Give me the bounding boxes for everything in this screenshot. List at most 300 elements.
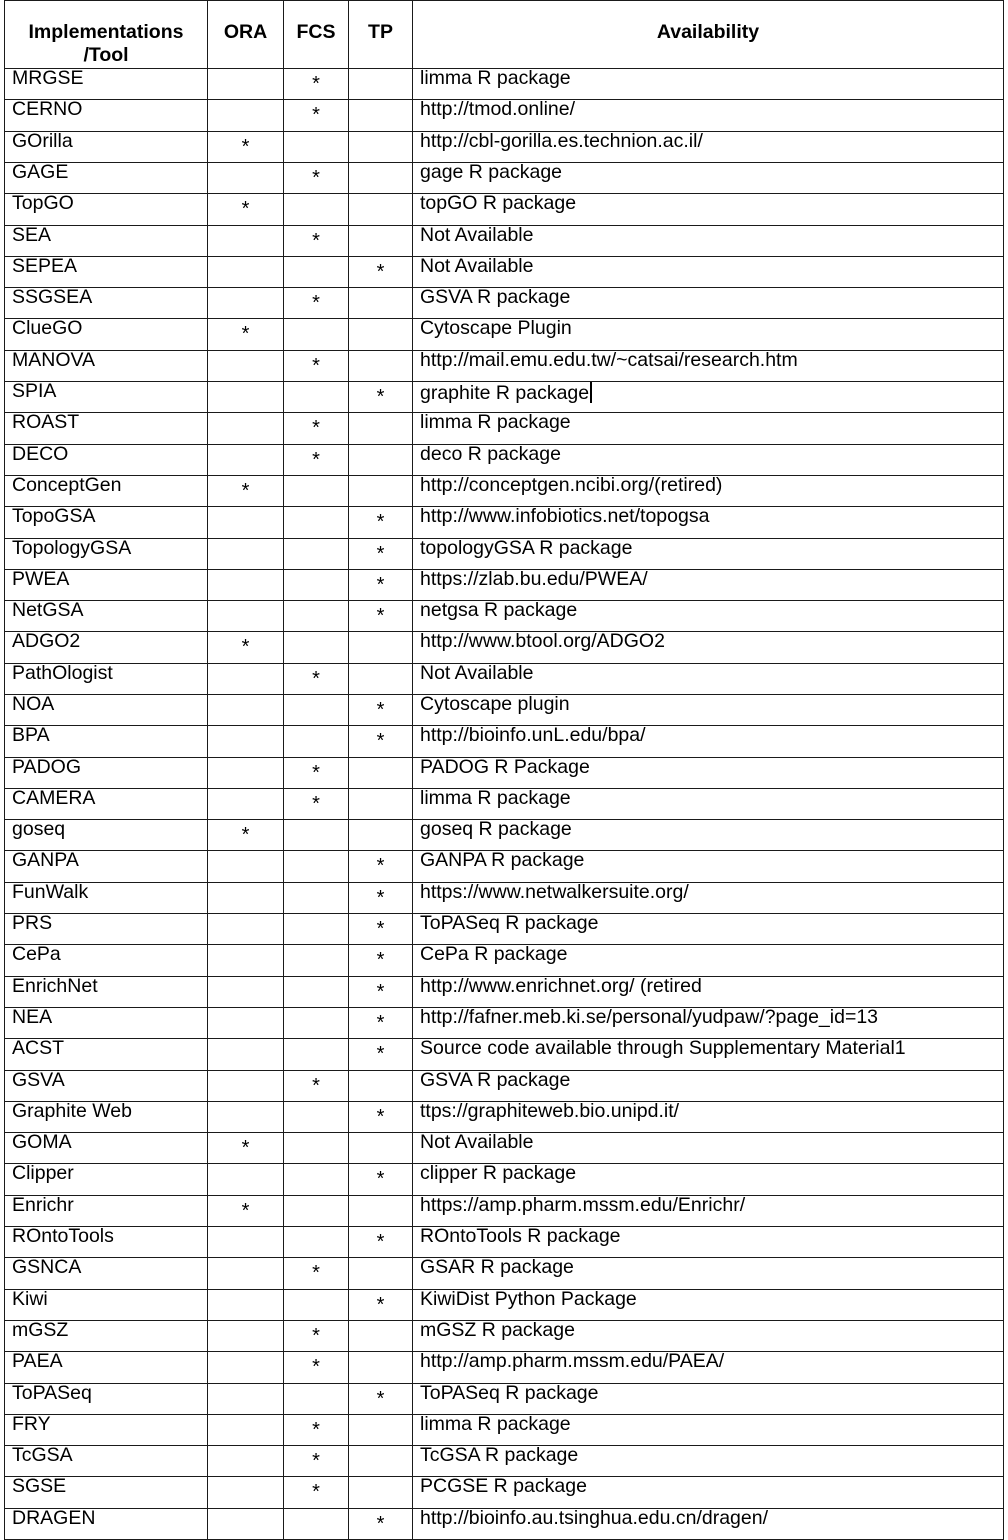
cell-fcs-mark bbox=[284, 1227, 349, 1258]
cell-tp-mark bbox=[349, 319, 413, 350]
fcs-mark-text: * bbox=[312, 104, 320, 126]
cell-fcs-mark bbox=[284, 131, 349, 162]
availability-text: PCGSE R package bbox=[420, 1475, 587, 1498]
cell-fcs-mark bbox=[284, 820, 349, 851]
tool-name-text: PWEA bbox=[12, 567, 70, 590]
cell-tp-mark bbox=[349, 1007, 413, 1038]
cell-tool-name bbox=[5, 1508, 208, 1539]
ora-mark-text: * bbox=[241, 198, 250, 220]
cell-tp-mark bbox=[349, 507, 413, 538]
availability-cell-content bbox=[413, 1408, 571, 1435]
cell-ora-mark bbox=[208, 1477, 284, 1508]
availability-cell-content bbox=[413, 688, 570, 715]
availability-cell-content bbox=[413, 970, 702, 997]
availability-cell-content bbox=[413, 1502, 768, 1529]
table-body bbox=[5, 69, 1004, 1540]
availability-cell-content bbox=[413, 281, 570, 308]
fcs-mark-text: * bbox=[312, 354, 320, 376]
fcs-mark-text: * bbox=[312, 292, 320, 314]
cell-ora-mark bbox=[208, 1352, 284, 1383]
cell-fcs-mark bbox=[284, 1352, 349, 1383]
tp-mark-text: * bbox=[376, 573, 385, 595]
availability-text: https://www.netwalkersuite.org/ bbox=[420, 880, 689, 903]
cell-fcs-mark bbox=[284, 914, 349, 945]
cell-ora-mark bbox=[208, 882, 284, 913]
availability-cell-content bbox=[413, 625, 665, 652]
availability-cell-content bbox=[413, 406, 571, 433]
tool-name-text: ROntoTools bbox=[12, 1225, 114, 1248]
availability-text: netgsa R package bbox=[420, 599, 578, 622]
tool-name-text: NOA bbox=[12, 693, 55, 715]
cell-tp-mark bbox=[349, 69, 413, 100]
cell-fcs-mark bbox=[284, 695, 349, 726]
availability-text: Not Available bbox=[420, 223, 534, 246]
tp-mark-text: * bbox=[376, 542, 385, 564]
cell-ora-mark bbox=[208, 601, 284, 632]
availability-cell-content bbox=[413, 1064, 570, 1091]
tool-name-text: GOrilla bbox=[12, 129, 73, 152]
cell-fcs-mark bbox=[284, 1164, 349, 1195]
tool-name-text: SSGSEA bbox=[12, 286, 93, 309]
tool-name-text: PRS bbox=[12, 912, 53, 935]
cell-ora-mark bbox=[208, 319, 284, 350]
cell-ora-mark bbox=[208, 851, 284, 882]
availability-cell-content bbox=[413, 312, 572, 339]
availability-cell-content bbox=[413, 1157, 576, 1184]
tool-name-text: PAEA bbox=[12, 1350, 63, 1373]
ora-mark-text: * bbox=[241, 636, 250, 658]
availability-text: Not Available bbox=[420, 661, 534, 684]
cell-tp-mark bbox=[349, 1446, 413, 1477]
tool-name-text: FunWalk bbox=[12, 880, 89, 903]
tool-name-text: Kiwi bbox=[12, 1287, 48, 1310]
availability-text: limma R package bbox=[420, 786, 571, 809]
fcs-mark-text: * bbox=[312, 1324, 320, 1346]
implementations-tools-table bbox=[4, 0, 1004, 1540]
table-header bbox=[5, 1, 1004, 69]
availability-text: https://amp.pharm.mssm.edu/Enrichr/ bbox=[420, 1193, 746, 1216]
cell-fcs-mark bbox=[284, 1133, 349, 1164]
cell-fcs-mark bbox=[284, 288, 349, 319]
tool-name-text: ROAST bbox=[12, 411, 80, 434]
tp-mark-text: * bbox=[376, 511, 385, 533]
cell-ora-mark bbox=[208, 1039, 284, 1070]
tool-name-text: ConceptGen bbox=[12, 473, 122, 496]
availability-cell-content bbox=[413, 938, 567, 965]
cell-tp-mark bbox=[349, 1039, 413, 1070]
cell-tp-mark bbox=[349, 1227, 413, 1258]
cell-ora-mark bbox=[208, 976, 284, 1007]
cell-fcs-mark bbox=[284, 976, 349, 1007]
fcs-mark-text: * bbox=[312, 1481, 320, 1503]
cell-fcs-mark bbox=[284, 1508, 349, 1539]
availability-cell-content bbox=[413, 1220, 621, 1247]
tool-name-text: GSNCA bbox=[12, 1256, 82, 1279]
availability-text: ROntoTools R package bbox=[420, 1225, 621, 1248]
availability-cell-content bbox=[413, 250, 533, 277]
cell-fcs-mark bbox=[284, 1101, 349, 1132]
tp-mark-text: * bbox=[376, 1105, 385, 1127]
tp-mark-text: * bbox=[376, 260, 385, 282]
fcs-mark-text: * bbox=[312, 166, 320, 188]
cell-tp-mark bbox=[349, 976, 413, 1007]
cell-ora-mark bbox=[208, 1133, 284, 1164]
cell-fcs-mark bbox=[284, 1477, 349, 1508]
cell-ora-mark bbox=[208, 288, 284, 319]
tp-mark-text: * bbox=[376, 886, 385, 908]
availability-cell-content bbox=[413, 500, 709, 527]
column-header-tool-line1: Implementations bbox=[28, 20, 184, 43]
tp-mark-text: * bbox=[376, 730, 385, 752]
column-header-ora: ORA bbox=[208, 1, 284, 69]
tool-name-text: BPA bbox=[12, 724, 50, 747]
tool-name-text: MRGSE bbox=[12, 67, 84, 90]
cell-ora-mark bbox=[208, 1508, 284, 1539]
cell-fcs-mark bbox=[284, 1195, 349, 1226]
cell-tp-mark bbox=[349, 1477, 413, 1508]
cell-ora-mark bbox=[208, 256, 284, 287]
cell-fcs-mark bbox=[284, 350, 349, 381]
tool-name-text: TopologyGSA bbox=[12, 536, 132, 559]
cell-ora-mark bbox=[208, 475, 284, 506]
availability-text: limma R package bbox=[420, 1412, 571, 1435]
availability-text: Cytoscape Plugin bbox=[420, 317, 572, 340]
cell-ora-mark bbox=[208, 131, 284, 162]
availability-cell-content bbox=[413, 907, 599, 934]
availability-text: Not Available bbox=[420, 1131, 534, 1154]
tool-name-text: FRY bbox=[12, 1412, 51, 1435]
availability-cell-content bbox=[413, 844, 584, 871]
availability-text: topologyGSA R package bbox=[420, 536, 633, 559]
cell-ora-mark bbox=[208, 1070, 284, 1101]
cell-tp-mark bbox=[349, 1101, 413, 1132]
cell-tp-mark bbox=[349, 632, 413, 663]
cell-ora-mark bbox=[208, 225, 284, 256]
availability-cell-content bbox=[413, 719, 646, 746]
fcs-mark-text: * bbox=[312, 1262, 320, 1284]
availability-text: graphite R package bbox=[420, 382, 590, 405]
cell-fcs-mark bbox=[284, 225, 349, 256]
table-row bbox=[5, 1508, 1004, 1539]
availability-text: http://cbl-gorilla.es.technion.ac.il/ bbox=[420, 129, 703, 152]
availability-text: http://www.btool.org/ADGO2 bbox=[420, 630, 665, 653]
availability-text: http://fafner.meb.ki.se/personal/yudpaw/?page_id=13 bbox=[420, 1005, 879, 1028]
availability-text: gage R package bbox=[420, 160, 563, 183]
availability-text: http://bioinfo.au.tsinghua.edu.cn/dragen/ bbox=[420, 1506, 769, 1529]
availability-cell-content bbox=[413, 1189, 745, 1216]
cell-fcs-mark bbox=[284, 475, 349, 506]
availability-cell-content bbox=[413, 657, 533, 684]
availability-text: TcGSA R package bbox=[420, 1444, 579, 1467]
cell-fcs-mark bbox=[284, 538, 349, 569]
cell-ora-mark bbox=[208, 413, 284, 444]
cell-tp-mark bbox=[349, 444, 413, 475]
cell-tp-mark bbox=[349, 757, 413, 788]
cell-tp-mark bbox=[349, 1195, 413, 1226]
ora-mark-text: * bbox=[241, 479, 250, 501]
cell-ora-mark bbox=[208, 1101, 284, 1132]
cell-fcs-mark bbox=[284, 757, 349, 788]
tool-name-text: CERNO bbox=[12, 98, 83, 121]
fcs-mark-text: * bbox=[312, 1356, 320, 1378]
cell-tp-mark bbox=[349, 162, 413, 193]
column-header-tp: TP bbox=[349, 1, 413, 69]
cell-tp-mark bbox=[349, 475, 413, 506]
cell-fcs-mark bbox=[284, 1070, 349, 1101]
cell-fcs-mark bbox=[284, 507, 349, 538]
cell-tp-mark bbox=[349, 914, 413, 945]
tp-mark-text: * bbox=[376, 1293, 385, 1315]
cell-ora-mark bbox=[208, 1289, 284, 1320]
tool-name-text: SPIA bbox=[12, 380, 57, 403]
cell-fcs-mark bbox=[284, 162, 349, 193]
cell-ora-mark bbox=[208, 69, 284, 100]
availability-cell-content bbox=[413, 1032, 906, 1059]
cell-ora-mark bbox=[208, 1007, 284, 1038]
availability-text: http://amp.pharm.mssm.edu/PAEA/ bbox=[420, 1350, 725, 1373]
cell-tp-mark bbox=[349, 538, 413, 569]
tool-name-text: SGSE bbox=[12, 1475, 67, 1498]
cell-ora-mark bbox=[208, 914, 284, 945]
availability-text: KiwiDist Python Package bbox=[420, 1287, 637, 1310]
cell-ora-mark bbox=[208, 945, 284, 976]
cell-fcs-mark bbox=[284, 788, 349, 819]
availability-cell-content bbox=[413, 1095, 679, 1122]
tool-name-text: ToPASeq bbox=[12, 1381, 92, 1404]
cell-tp-mark bbox=[349, 1352, 413, 1383]
cell-fcs-mark bbox=[284, 882, 349, 913]
column-header-availability: Availability bbox=[413, 1, 1004, 69]
cell-tp-mark bbox=[349, 663, 413, 694]
text-cursor-caret bbox=[590, 382, 592, 403]
tool-name-text: Clipper bbox=[12, 1162, 74, 1185]
header-row bbox=[5, 1, 1004, 69]
cell-ora-mark bbox=[208, 194, 284, 225]
cell-tp-mark bbox=[349, 1414, 413, 1445]
availability-text: Not Available bbox=[420, 254, 534, 277]
availability-cell-content bbox=[413, 1001, 878, 1028]
cell-tp-mark bbox=[349, 695, 413, 726]
ora-mark-text: * bbox=[241, 1137, 250, 1159]
cell-ora-mark bbox=[208, 1227, 284, 1258]
fcs-mark-text: * bbox=[312, 1074, 320, 1096]
availability-cell-content bbox=[413, 563, 648, 590]
tool-name-text: CAMERA bbox=[12, 786, 96, 809]
fcs-mark-text: * bbox=[312, 73, 320, 95]
availability-cell-content bbox=[413, 469, 722, 496]
cell-ora-mark bbox=[208, 444, 284, 475]
cell-ora-mark bbox=[208, 1414, 284, 1445]
availability-text: GANPA R package bbox=[420, 849, 585, 872]
tp-mark-text: * bbox=[376, 1512, 385, 1534]
tool-name-text: SEPEA bbox=[12, 254, 78, 277]
availability-text: clipper R package bbox=[420, 1162, 577, 1185]
cell-tp-mark bbox=[349, 1133, 413, 1164]
availability-cell-content bbox=[413, 219, 533, 246]
cell-tp-mark bbox=[349, 1320, 413, 1351]
tool-name-text: DECO bbox=[12, 442, 69, 465]
cell-ora-mark bbox=[208, 507, 284, 538]
tp-mark-text: * bbox=[376, 980, 385, 1002]
tool-name-text: NetGSA bbox=[12, 599, 84, 622]
cell-fcs-mark bbox=[284, 100, 349, 131]
cell-ora-mark bbox=[208, 663, 284, 694]
availability-cell-content bbox=[413, 532, 632, 559]
column-header-tool-line2: /Tool bbox=[83, 44, 129, 67]
tool-name-text: TcGSA bbox=[12, 1444, 73, 1467]
cell-ora-mark bbox=[208, 382, 284, 413]
cell-ora-mark bbox=[208, 569, 284, 600]
cell-tp-mark bbox=[349, 1258, 413, 1289]
cell-fcs-mark bbox=[284, 601, 349, 632]
availability-cell-content bbox=[413, 782, 571, 809]
tool-name-text: Graphite Web bbox=[12, 1099, 132, 1122]
availability-cell-content bbox=[413, 344, 798, 371]
availability-text: deco R package bbox=[420, 442, 561, 465]
cell-ora-mark bbox=[208, 695, 284, 726]
cell-ora-mark bbox=[208, 1258, 284, 1289]
column-header-fcs: FCS bbox=[284, 1, 349, 69]
availability-cell-content bbox=[413, 438, 561, 465]
tool-name-text: TopGO bbox=[12, 192, 74, 215]
cell-ora-mark bbox=[208, 632, 284, 663]
cell-tp-mark bbox=[349, 1289, 413, 1320]
cell-fcs-mark bbox=[284, 1383, 349, 1414]
cell-ora-mark bbox=[208, 538, 284, 569]
cell-fcs-mark bbox=[284, 632, 349, 663]
cell-ora-mark bbox=[208, 350, 284, 381]
tool-name-text: goseq bbox=[12, 818, 66, 841]
availability-text: GSAR R package bbox=[420, 1256, 574, 1279]
tool-name-text: PADOG bbox=[12, 755, 81, 778]
availability-text: PADOG R Package bbox=[420, 755, 590, 778]
availability-text: GSVA R package bbox=[420, 1068, 571, 1091]
cell-fcs-mark bbox=[284, 851, 349, 882]
availability-cell-content bbox=[413, 1345, 724, 1372]
cell-fcs-mark bbox=[284, 1039, 349, 1070]
cell-tp-mark bbox=[349, 382, 413, 413]
tool-name-text: GSVA bbox=[12, 1068, 65, 1091]
cell-ora-mark bbox=[208, 820, 284, 851]
availability-text: goseq R package bbox=[420, 818, 572, 841]
availability-text: http://bioinfo.unL.edu/bpa/ bbox=[420, 724, 646, 747]
cell-tp-mark bbox=[349, 1508, 413, 1539]
availability-text: ToPASeq R package bbox=[420, 1381, 599, 1404]
availability-cell-content bbox=[413, 751, 590, 778]
availability-text: limma R package bbox=[420, 411, 571, 434]
tp-mark-text: * bbox=[376, 1168, 385, 1190]
availability-text: Cytoscape plugin bbox=[420, 693, 570, 715]
tool-name-text: mGSZ bbox=[12, 1318, 69, 1341]
tool-name-text: EnrichNet bbox=[12, 974, 98, 997]
tp-mark-text: * bbox=[376, 855, 385, 877]
tp-mark-text: * bbox=[376, 1043, 385, 1065]
cell-tp-mark bbox=[349, 350, 413, 381]
tool-name-text: GAGE bbox=[12, 160, 69, 183]
cell-fcs-mark bbox=[284, 726, 349, 757]
cell-fcs-mark bbox=[284, 1289, 349, 1320]
cell-fcs-mark bbox=[284, 382, 349, 413]
cell-tp-mark bbox=[349, 1164, 413, 1195]
tool-name-text: SEA bbox=[12, 223, 52, 246]
cell-fcs-mark bbox=[284, 444, 349, 475]
tp-mark-text: * bbox=[376, 605, 385, 627]
availability-text: CePa R package bbox=[420, 943, 568, 966]
availability-cell-content bbox=[413, 813, 572, 840]
cell-ora-mark bbox=[208, 726, 284, 757]
tp-mark-text: * bbox=[376, 1387, 385, 1409]
cell-tp-mark bbox=[349, 601, 413, 632]
tool-name-text: ACST bbox=[12, 1037, 65, 1060]
availability-text: http://conceptgen.ncibi.org/(retired) bbox=[420, 473, 723, 496]
fcs-mark-text: * bbox=[312, 417, 320, 439]
tool-name-text: PathOlogist bbox=[12, 661, 113, 684]
tool-name-text: DRAGEN bbox=[12, 1506, 96, 1529]
cell-ora-mark bbox=[208, 1164, 284, 1195]
cell-fcs-mark bbox=[284, 256, 349, 287]
tool-name-text: TopoGSA bbox=[12, 505, 96, 528]
cell-ora-mark bbox=[208, 757, 284, 788]
tool-name-text: MANOVA bbox=[12, 348, 96, 371]
cell-tp-mark bbox=[349, 100, 413, 131]
availability-text: http://tmod.online/ bbox=[420, 98, 576, 121]
cell-ora-mark bbox=[208, 1446, 284, 1477]
cell-tp-mark bbox=[349, 256, 413, 287]
availability-cell-content bbox=[413, 156, 562, 183]
cell-fcs-mark bbox=[284, 413, 349, 444]
cell-tp-mark bbox=[349, 1383, 413, 1414]
availability-cell-content bbox=[413, 377, 592, 404]
cell-fcs-mark bbox=[284, 319, 349, 350]
cell-fcs-mark bbox=[284, 1414, 349, 1445]
cell-ora-mark bbox=[208, 100, 284, 131]
cell-fcs-mark bbox=[284, 1446, 349, 1477]
ora-mark-text: * bbox=[241, 135, 250, 157]
availability-cell-content bbox=[413, 1439, 578, 1466]
fcs-mark-text: * bbox=[312, 761, 320, 783]
cell-fcs-mark bbox=[284, 945, 349, 976]
tool-name-text: NEA bbox=[12, 1005, 53, 1028]
availability-cell-content bbox=[413, 1126, 533, 1153]
cell-fcs-mark bbox=[284, 569, 349, 600]
tp-mark-text: * bbox=[376, 1011, 385, 1033]
availability-text: http://www.enrichnet.org/ (retired bbox=[420, 974, 702, 997]
ora-mark-text: * bbox=[241, 824, 250, 846]
availability-text: ttps://graphiteweb.bio.unipd.it/ bbox=[420, 1099, 680, 1122]
tool-name-text: ClueGO bbox=[12, 317, 83, 340]
tp-mark-text: * bbox=[376, 949, 385, 971]
tool-name-text: ADGO2 bbox=[12, 630, 81, 653]
cell-tp-mark bbox=[349, 569, 413, 600]
availability-text: limma R package bbox=[420, 67, 571, 90]
fcs-mark-text: * bbox=[312, 1418, 320, 1440]
ora-mark-text: * bbox=[241, 323, 250, 345]
availability-cell-content bbox=[413, 62, 571, 89]
tool-name-text: GANPA bbox=[12, 849, 79, 872]
cell-tp-mark bbox=[349, 882, 413, 913]
availability-text: topGO R package bbox=[420, 192, 577, 215]
cell-tp-mark bbox=[349, 788, 413, 819]
availability-text: GSVA R package bbox=[420, 286, 571, 309]
availability-text: http://www.infobiotics.net/topogsa bbox=[420, 505, 710, 528]
availability-cell-content bbox=[413, 1314, 575, 1341]
cell-tp-mark bbox=[349, 1070, 413, 1101]
cell-tp-mark bbox=[349, 851, 413, 882]
tp-mark-text: * bbox=[376, 1231, 385, 1253]
cell-ora-mark bbox=[208, 1320, 284, 1351]
availability-cell-content bbox=[413, 876, 689, 903]
cell-tp-mark bbox=[349, 820, 413, 851]
